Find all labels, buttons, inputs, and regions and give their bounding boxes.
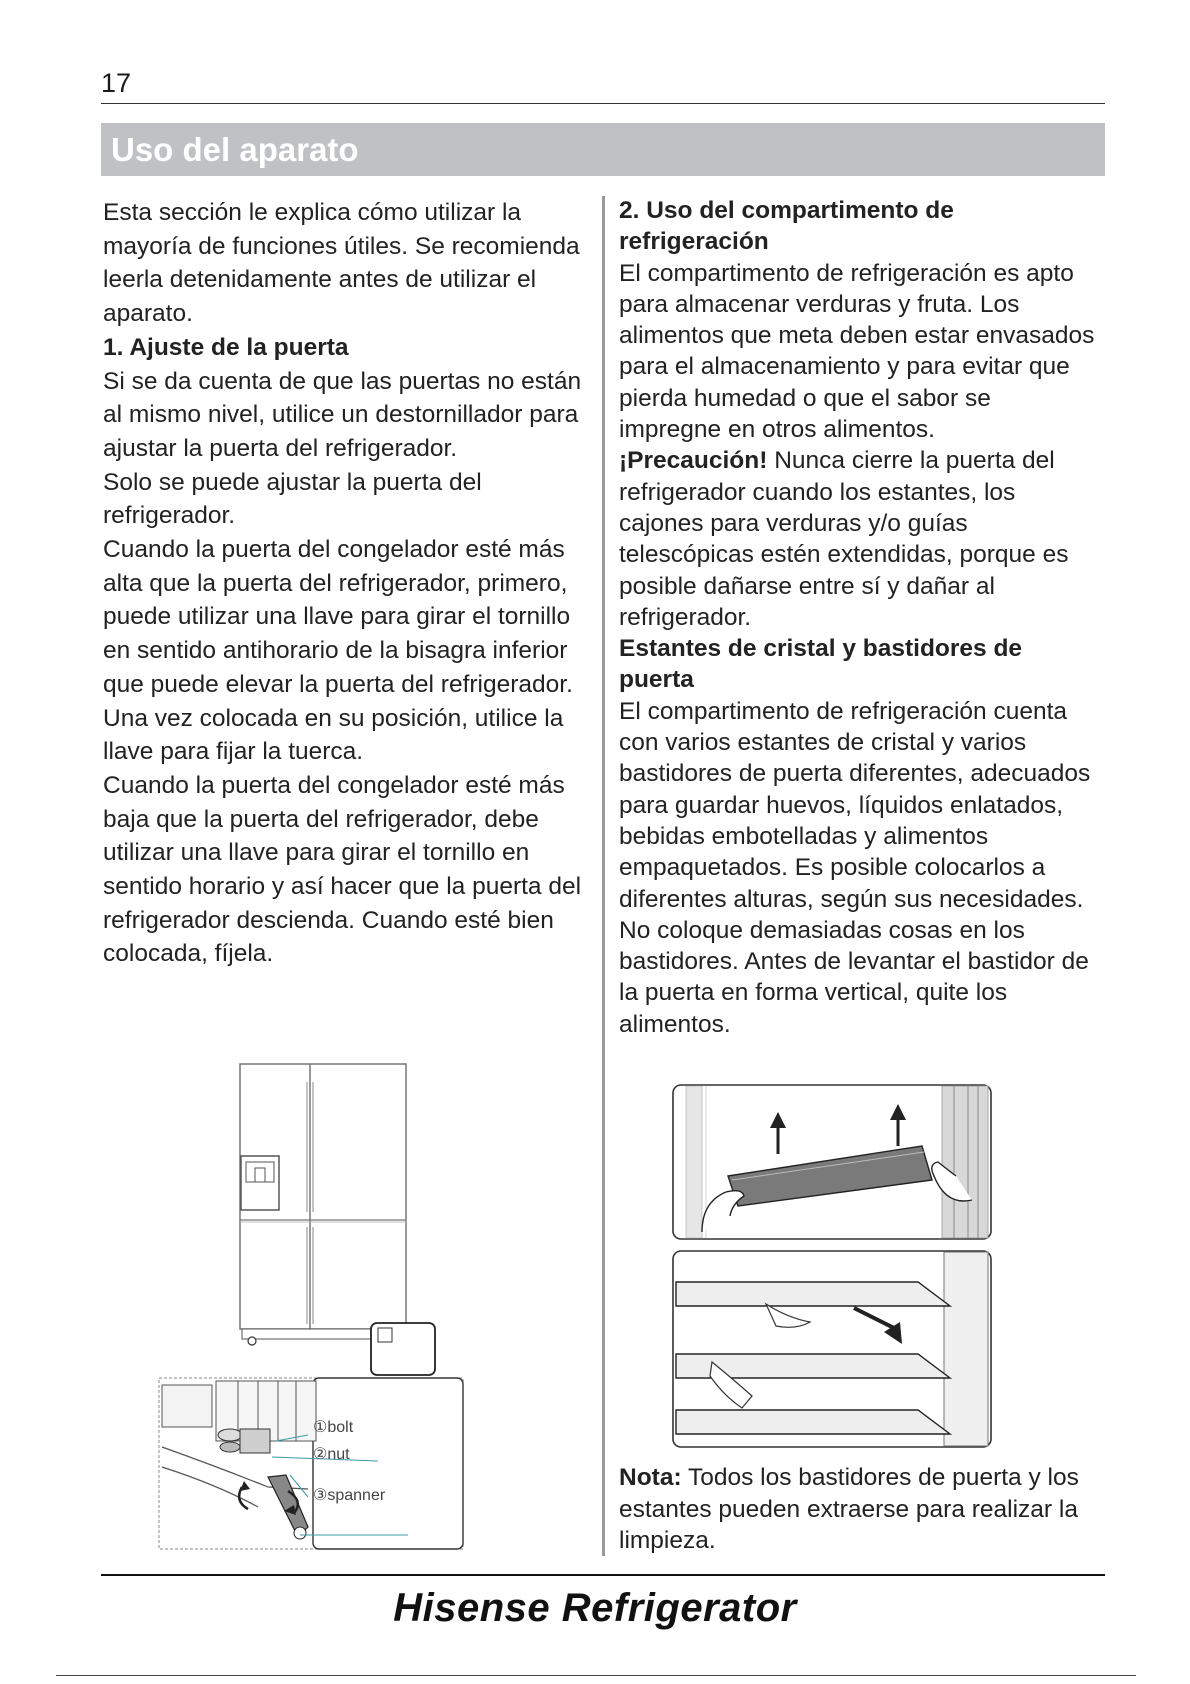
section-header-bar — [101, 123, 1105, 176]
paragraph: Cuando la puerta del congelador esté más alta que la puerta del refrigerador, primero, puede utilizar una llave para girar el tornillo en sentido antihorario de la bisagra inferior que puede elevar la puerta del refrigerador. Una vez colocada en su posición, utilice la llave para fijar la tuerca. — [103, 536, 573, 766]
door-bin-lift-illustration — [672, 1084, 994, 1242]
paragraph: Solo se puede ajustar la puerta del refrigerador. — [103, 468, 482, 530]
label-spanner: ③spanner — [313, 1487, 386, 1504]
note-label: Nota: — [619, 1464, 682, 1491]
top-rule — [101, 103, 1105, 104]
footer-rule — [56, 1675, 1136, 1676]
paragraph: Si se da cuenta de que las puertas no están al mismo nivel, utilice un destornillador para ajustar la puerta del refrigerador. — [103, 367, 582, 462]
refrigerator-front-illustration — [238, 1062, 438, 1352]
page-number: 17 — [101, 68, 132, 98]
caution-paragraph — [619, 445, 1099, 633]
note-paragraph — [619, 1462, 1099, 1557]
paragraph: Cuando la puerta del congelador esté más baja que la puerta del refrigerador, debe utilizar una llave para girar el tornillo en sentido horario y así hacer que la puerta del refrigerador descienda. Cuando esté bien colocada, fíjela. — [103, 771, 582, 968]
label-nut: ②nut — [313, 1446, 350, 1463]
paragraph: El compartimento de refrigeración es apto para almacenar verduras y fruta. Los alimentos que meta deben estar envasados para el almacenamiento y para evitar que pierda humedad o que el sabor se impregne en otros alimentos. — [619, 259, 1095, 444]
intro-paragraph: Esta sección le explica cómo utilizar la mayoría de funciones útiles. Se recomienda leerla detenidamente antes de utilizar el aparato. — [103, 199, 580, 328]
heading-door-adjustment: 1. Ajuste de la puerta — [103, 333, 349, 361]
left-column — [103, 196, 583, 971]
note-text: Todos los bastidores de puerta y los estantes pueden extraerse para realizar la limpieza. — [619, 1464, 1079, 1554]
heading-shelves: Estantes de cristal y bastidores de puerta — [619, 635, 1023, 694]
hinge-detail-illustration — [158, 1377, 466, 1553]
bottom-rule — [101, 1574, 1105, 1576]
hinge-zoom-box — [370, 1322, 438, 1378]
heading-fridge-compartment: 2. Uso del compartimento de refrigeración — [619, 197, 954, 256]
caution-label: ¡Precaución! — [619, 447, 768, 475]
section-title: Uso del aparato — [111, 131, 359, 168]
brand-footer: Hisense Refrigerator — [393, 1586, 797, 1630]
right-column — [619, 195, 1099, 1040]
glass-shelf-pull-illustration — [672, 1250, 994, 1450]
paragraph: El compartimento de refrigeración cuenta con varios estantes de cristal y varios bastidores de puerta diferentes, adecuados para guardar huevos, líquidos enlatados, bebidas embotelladas y alimentos empaquetados. Es posible colocarlos a diferentes alturas, según sus necesidades. No coloque demasiadas cosas en los bastidores. Antes de levantar el bastidor de la puerta en forma vertical, quite los alimentos. — [619, 697, 1091, 1038]
column-divider — [602, 196, 605, 1556]
label-bolt: ①bolt — [313, 1419, 354, 1436]
caution-text: Nunca cierre la puerta del refrigerador cuando los estantes, los cajones para verduras y/o guías telescópicas estén extendidas, porque es posible dañarse entre sí y dañar al refrigerador. — [619, 447, 1069, 631]
